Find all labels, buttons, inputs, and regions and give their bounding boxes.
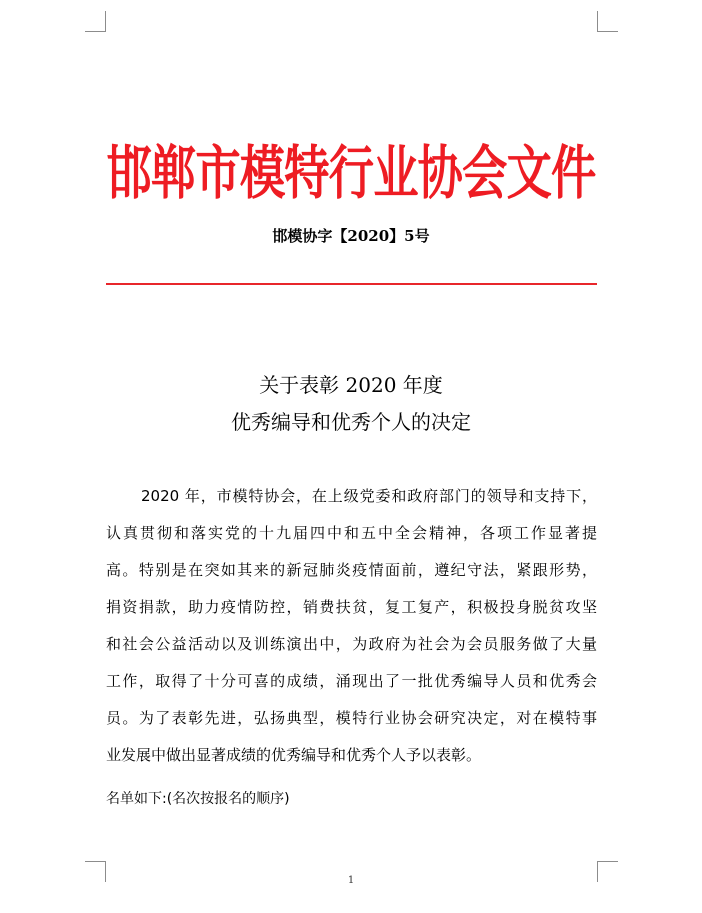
crop-mark-top-left-h	[85, 31, 106, 32]
page-number: 1	[347, 875, 355, 886]
document-number: 邯模协字【2020】5号	[272, 227, 430, 245]
body-paragraph-line: 和社会公益活动以及训练演出中，为政府为社会为会员服务做了大量	[106, 635, 597, 653]
document-header-title: 邯郸市模特行业协会文件	[106, 139, 596, 207]
crop-mark-top-right-h	[597, 31, 618, 32]
body-paragraph-line: 员。为了表彰先进，弘扬典型，模特行业协会研究决定，对在模特事	[106, 709, 597, 727]
list-intro: 名单如下:(名次按报名的顺序)	[106, 791, 290, 807]
body-paragraph-line: 业发展中做出显著成绩的优秀编导和优秀个人予以表彰。	[106, 746, 482, 764]
document-title-line-1: 关于表彰 2020 年度	[259, 373, 443, 397]
crop-mark-bottom-left-h	[85, 861, 106, 862]
body-paragraph-line: 认真贯彻和落实党的十九届四中和五中全会精神，各项工作显著提	[106, 524, 597, 542]
crop-mark-bottom-right-h	[597, 861, 618, 862]
body-paragraph-line: 高。特别是在突如其来的新冠肺炎疫情面前，遵纪守法，紧跟形势，	[106, 561, 597, 579]
crop-mark-top-right-v	[597, 11, 598, 32]
body-paragraph-line: 工作，取得了十分可喜的成绩，涌现出了一批优秀编导人员和优秀会	[106, 672, 597, 690]
crop-mark-top-left-v	[105, 11, 106, 32]
body-paragraph-line: 2020 年，市模特协会，在上级党委和政府部门的领导和支持下，	[141, 487, 597, 505]
document-title-line-2: 优秀编导和优秀个人的决定	[231, 410, 471, 434]
body-paragraph-line: 捐资捐款，助力疫情防控，销费扶贫，复工复产，积极投身脱贫攻坚	[106, 598, 597, 616]
header-divider	[106, 283, 597, 285]
